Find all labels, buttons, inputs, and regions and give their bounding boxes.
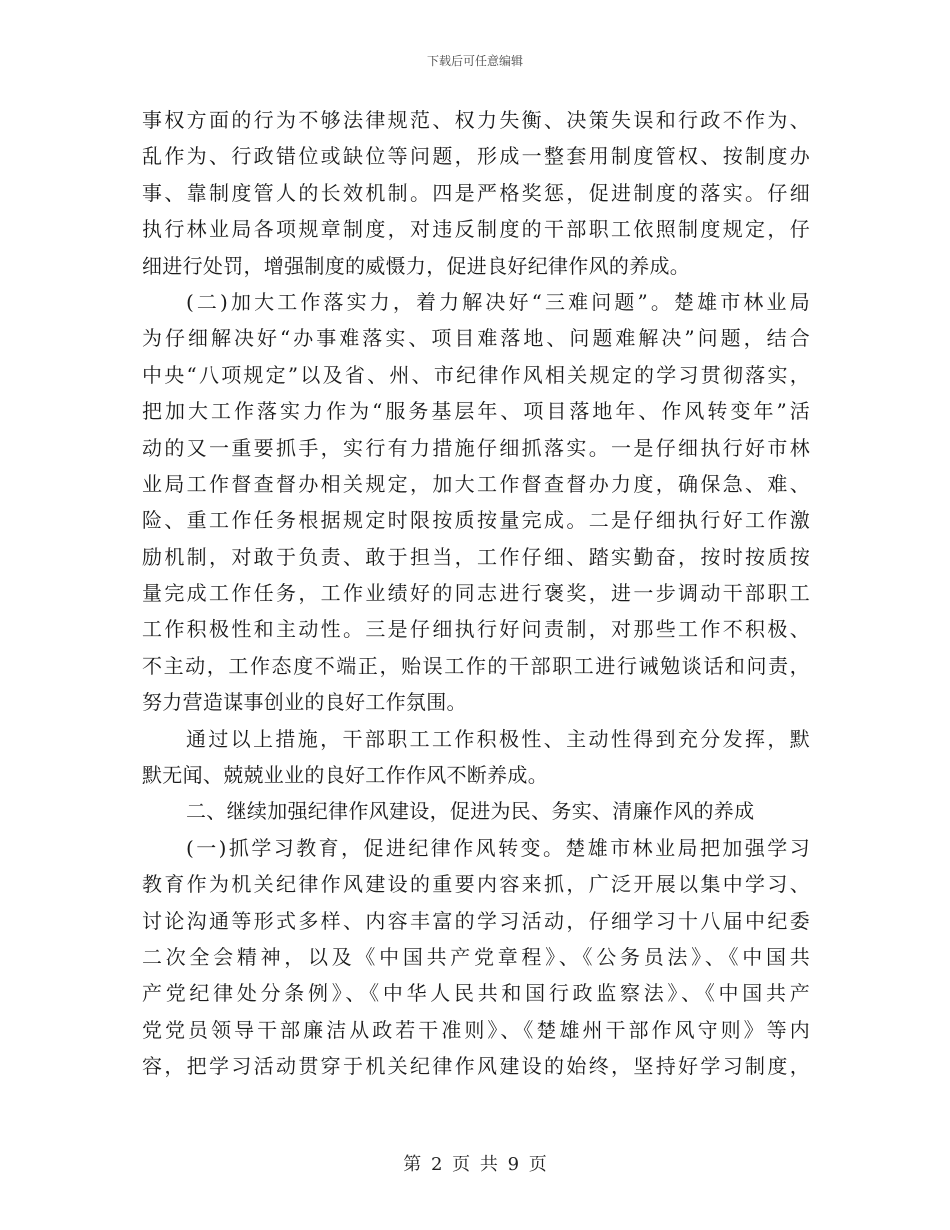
text-line: 事、靠制度管人的长效机制。四是严格奖惩，促进制度的落实。仔细 — [142, 180, 810, 205]
text-line: 险、重工作任务根据规定时限按质按量完成。二是仔细执行好工作激 — [142, 508, 810, 533]
text-line: 讨论沟通等形式多样、内容丰富的学习活动，仔细学习十八届中纪委 — [142, 908, 810, 933]
text-line: 励机制，对敢于负责、敢于担当，工作仔细、踏实勤奋，按时按质按 — [142, 544, 810, 569]
text-line: (一)抓学习教育，促进纪律作风转变。楚雄市林业局把加强学习 — [186, 835, 810, 860]
text-line: 努力营造谋事创业的良好工作氛围。 — [142, 690, 467, 715]
text-line: 产党纪律处分条例》、《中华人民共和国行政监察法》、《中国共产 — [142, 981, 810, 1006]
page-header: 下载后可任意编辑 — [426, 54, 523, 68]
text-line: 把加大工作落实力作为“服务基层年、项目落地年、作风转变年”活 — [142, 399, 810, 424]
text-line: (二)加大工作落实力，着力解决好“三难问题”。楚雄市林业局 — [186, 289, 810, 314]
text-line: 乱作为、行政错位或缺位等问题，形成一整套用制度管权、按制度办 — [142, 144, 810, 169]
text-line: 业局工作督查督办相关规定，加大工作督查督办力度，确保急、难、 — [142, 471, 810, 496]
page-number-footer: 第 2 页 共 9 页 — [403, 1154, 547, 1175]
text-line: 事权方面的行为不够法律规范、权力失衡、决策失误和行政不作为、 — [142, 108, 810, 132]
text-line: 教育作为机关纪律作风建设的重要内容来抓，广泛开展以集中学习、 — [142, 872, 810, 897]
text-line: 默无闻、兢兢业业的良好工作作风不断养成。 — [142, 763, 548, 788]
document-body — [142, 102, 810, 1085]
text-line: 不主动，工作态度不端正，贻误工作的干部职工进行诫勉谈话和问责， — [142, 653, 810, 678]
text-line: 执行林业局各项规章制度，对违反制度的干部职工依照制度规定，仔 — [142, 217, 810, 242]
text-line: 党党员领导干部廉洁从政若干准则》、《楚雄州干部作风守则》等内 — [142, 1017, 810, 1042]
text-line: 细进行处罚，增强制度的威慑力，促进良好纪律作风的养成。 — [142, 253, 691, 278]
text-line: 动的又一重要抓手，实行有力措施仔细抓落实。一是仔细执行好市林 — [142, 435, 810, 460]
text-line: 通过以上措施，干部职工工作积极性、主动性得到充分发挥，默 — [186, 726, 810, 751]
text-line: 量完成工作任务，工作业绩好的同志进行褒奖，进一步调动干部职工 — [142, 581, 810, 606]
text-line: 工作积极性和主动性。三是仔细执行好问责制，对那些工作不积极、 — [142, 617, 810, 642]
text-line: 为仔细解决好“办事难落实、项目难落地、问题难解决”问题，结合 — [142, 326, 810, 351]
text-line: 二次全会精神，以及《中国共产党章程》、《公务员法》、《中国共 — [142, 944, 810, 969]
text-line: 中央“八项规定”以及省、州、市纪律作风相关规定的学习贯彻落实， — [142, 362, 810, 387]
text-line: 容，把学习活动贯穿于机关纪律作风建设的始终，坚持好学习制度， — [142, 1054, 810, 1079]
section-heading: 二、继续加强纪律作风建设，促进为民、务实、清廉作风的养成 — [186, 799, 755, 824]
